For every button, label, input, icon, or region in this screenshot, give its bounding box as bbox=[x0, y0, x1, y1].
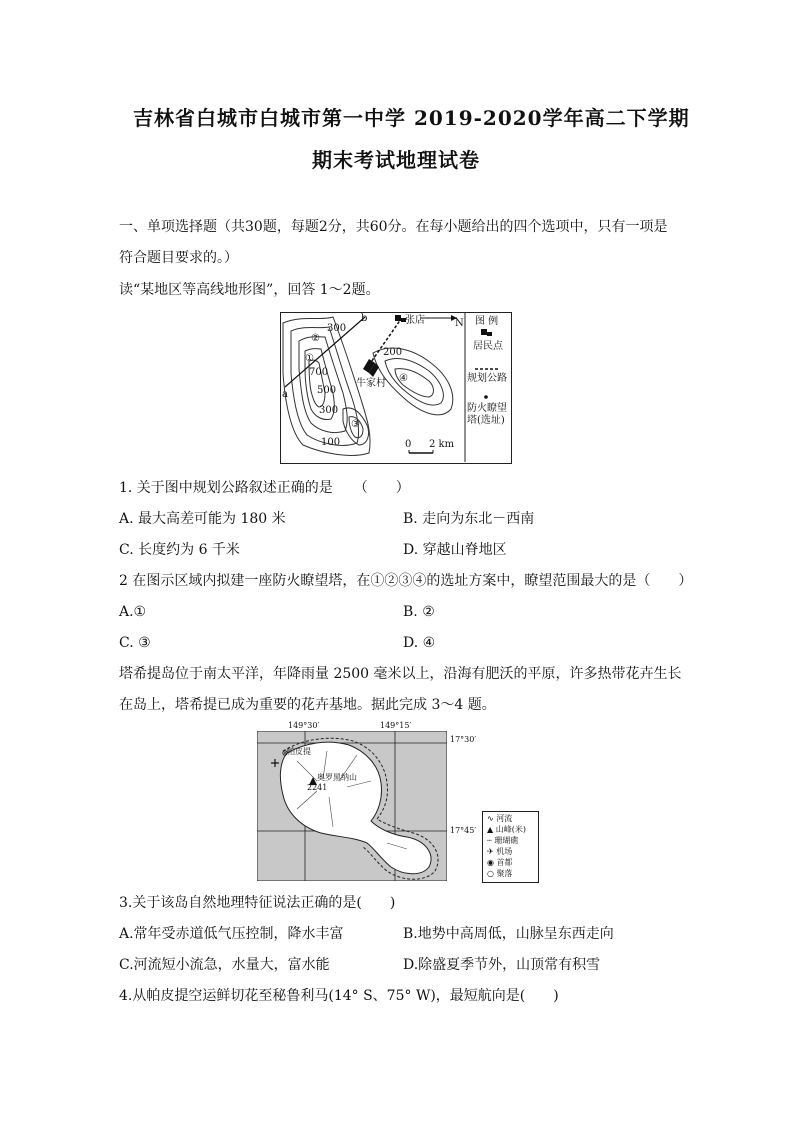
legend-settlement2: ○ 聚落 bbox=[487, 869, 513, 878]
page-title-line1: 吉林省白城市白城市第一中学 2019-2020学年高二下学期 bbox=[133, 106, 690, 130]
zhangdian-label: 张店 bbox=[405, 315, 425, 326]
peak-icon: ▲ bbox=[487, 825, 494, 834]
q1-option-b: B. 走向为东北－西南 bbox=[403, 511, 535, 527]
legend-airport: ✈ 机场 bbox=[487, 847, 513, 856]
legend-reef: ┄ 珊瑚礁 bbox=[487, 836, 519, 845]
papeete-label: 帕皮提 bbox=[287, 747, 311, 756]
site-1-label: ① bbox=[305, 353, 314, 364]
contour-200-label: 200 bbox=[383, 347, 403, 358]
q2-option-b: B. ② bbox=[403, 604, 435, 620]
contour-300-top: 300 bbox=[327, 323, 347, 334]
reef-icon: ┄ bbox=[487, 836, 492, 845]
airport-icon: ✈ bbox=[487, 847, 494, 856]
settlement-icon: ○ bbox=[487, 869, 494, 878]
contour-map bbox=[280, 312, 512, 464]
section-header: 一、单项选择题（共30题，每题2分，共60分。在每小题给出的四个选项中，只有一项是 bbox=[119, 219, 668, 235]
q2-option-d: D. ④ bbox=[403, 635, 436, 651]
capital-icon: ◉ bbox=[487, 858, 494, 867]
scale-km: 2 km bbox=[429, 439, 455, 450]
q1-stem: 1. 关于图中规划公路叙述正确的是 （ ） bbox=[119, 480, 410, 496]
q3-option-d: D.除盛夏季节外，山顶常有积雪 bbox=[403, 957, 601, 973]
passage-tahiti-1: 塔希提岛位于南太平洋，年降雨量 2500 毫米以上，沿海有肥沃的平原，许多热带花卉生长 bbox=[119, 666, 682, 682]
site-2-label: ② bbox=[311, 333, 320, 344]
q1-option-a: A. 最大高差可能为 180 米 bbox=[119, 511, 286, 527]
legend-tower-1: 防火瞭望 bbox=[467, 403, 507, 414]
legend-capital: ◉ 首都 bbox=[487, 858, 513, 867]
north-label: N bbox=[455, 318, 464, 329]
section-header-cont: 符合题目要求的。） bbox=[119, 250, 238, 266]
q2-option-c: C. ③ bbox=[119, 635, 151, 651]
lon-label-1: 149°30′ bbox=[288, 721, 320, 730]
legend-planned-road: 规划公路 bbox=[467, 373, 507, 384]
q2-stem: 2 在图示区域内拟建一座防火瞭望塔，在①②③④的选址方案中，瞭望范围最大的是（ ） bbox=[119, 573, 693, 589]
tahiti-legend bbox=[482, 811, 539, 883]
legend-river: ∿ 河流 bbox=[487, 814, 513, 823]
site-4-label: ④ bbox=[399, 373, 408, 384]
lat-label-2: 17°45′ bbox=[450, 826, 477, 835]
passage-intro-1: 读“某地区等高线地形图”，回答 1～2题。 bbox=[119, 282, 380, 298]
contour-100-label: 100 bbox=[321, 437, 341, 448]
tahiti-map bbox=[257, 731, 447, 881]
contour-700-label: 700 bbox=[309, 367, 329, 378]
contour-300-label: 300 bbox=[319, 405, 339, 416]
q3-stem: 3.关于该岛自然地理特征说法正确的是( ) bbox=[119, 895, 396, 911]
river-icon: ∿ bbox=[487, 814, 494, 823]
contour-500-label: 500 bbox=[317, 385, 337, 396]
point-a-label: a bbox=[282, 389, 288, 400]
lon-label-2: 149°15′ bbox=[380, 721, 412, 730]
site-3-label: ③ bbox=[351, 419, 360, 430]
q3-option-c: C.河流短小流急，水量大，富水能 bbox=[119, 957, 330, 973]
legend-peak: ▲ 山峰(米) bbox=[487, 825, 526, 834]
q1-option-d: D. 穿越山脊地区 bbox=[403, 542, 507, 558]
scale-zero: 0 bbox=[405, 439, 412, 450]
tahiti-map-drawing bbox=[257, 731, 447, 881]
legend-tower-2: 塔(选址) bbox=[467, 415, 505, 426]
q2-option-a: A.① bbox=[119, 604, 147, 620]
q1-option-c: C. 长度约为 6 千米 bbox=[119, 542, 240, 558]
q4-stem: 4.从帕皮提空运鲜切花至秘鲁利马(14° S、75° W)，最短航向是( ) bbox=[119, 988, 559, 1004]
page-title-line2: 期末考试地理试卷 bbox=[312, 148, 480, 172]
orohena-label: 奥罗黑纳山 bbox=[317, 773, 357, 782]
lat-label-1: 17°30′ bbox=[450, 735, 477, 744]
passage-tahiti-2: 在岛上，塔希提已成为重要的花卉基地。据此完成 3～4 题。 bbox=[119, 697, 496, 713]
point-b-label: b bbox=[361, 313, 368, 324]
legend-settlement: 居民点 bbox=[473, 341, 503, 352]
q3-option-b: B.地势中高周低，山脉呈东西走向 bbox=[403, 926, 614, 942]
elevation-label: 2241 bbox=[307, 783, 328, 792]
niujiacun-label: 牛家村 bbox=[356, 378, 386, 389]
q3-option-a: A.常年受赤道低气压控制，降水丰富 bbox=[119, 926, 344, 942]
legend-title: 图 例 bbox=[475, 316, 499, 327]
